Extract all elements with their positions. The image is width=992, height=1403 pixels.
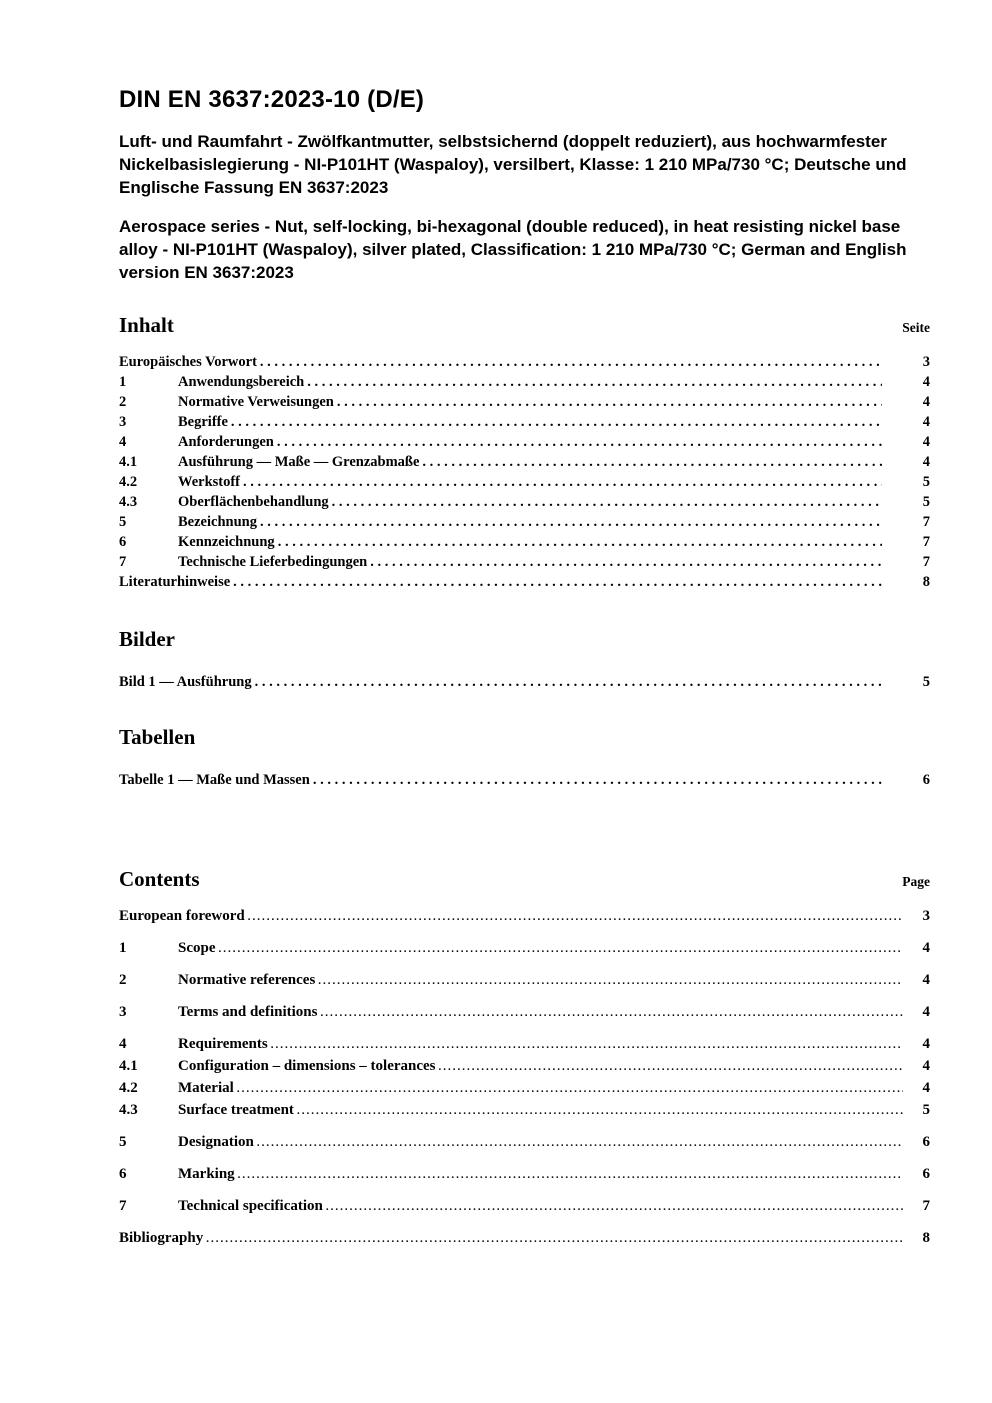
toc-entry[interactable] bbox=[119, 1078, 930, 1100]
toc-entry-page: 4 bbox=[922, 414, 930, 430]
toc-entry-number: 4.1 bbox=[119, 1058, 138, 1074]
toc-entry-number: 7 bbox=[119, 1198, 127, 1214]
toc-entry-label: Material bbox=[178, 1080, 234, 1096]
toc-entry-label: Scope bbox=[178, 940, 216, 956]
dot-leader bbox=[370, 552, 882, 572]
toc-german-section bbox=[119, 312, 930, 592]
toc-entry[interactable] bbox=[119, 1228, 930, 1250]
toc-entry-number: 1 bbox=[119, 940, 127, 956]
toc-entry-label: Literaturhinweise bbox=[119, 574, 231, 590]
toc-entry-number: 5 bbox=[119, 1134, 127, 1150]
tables-list bbox=[119, 770, 930, 790]
dot-leader bbox=[326, 1196, 903, 1218]
toc-entry-page: 4 bbox=[922, 454, 930, 470]
toc-entry-page: 7 bbox=[922, 554, 930, 570]
toc-entry[interactable] bbox=[119, 512, 930, 532]
toc-english-section bbox=[119, 866, 930, 1250]
toc-entry-label: Surface treatment bbox=[178, 1102, 294, 1118]
toc-entry[interactable] bbox=[119, 392, 930, 412]
toc-entry[interactable] bbox=[119, 1132, 930, 1154]
dot-leader bbox=[337, 392, 882, 412]
toc-entry-label: Technische Lieferbedingungen bbox=[178, 554, 368, 570]
toc-entry[interactable] bbox=[119, 1056, 930, 1078]
toc-entry-label: Terms and definitions bbox=[178, 1004, 318, 1020]
document-header bbox=[119, 86, 930, 284]
toc-entry-page: 6 bbox=[922, 1134, 930, 1150]
toc-entry-number: 4 bbox=[119, 1036, 127, 1052]
toc-entry[interactable] bbox=[119, 970, 930, 992]
toc-entry-label: Oberflächenbehandlung bbox=[178, 494, 329, 510]
toc-entry-number: 3 bbox=[119, 1004, 127, 1020]
toc-entry-number: 2 bbox=[119, 394, 127, 410]
toc-entry-page: 5 bbox=[922, 494, 930, 510]
toc-entry-label: Begriffe bbox=[178, 414, 228, 430]
toc-entry[interactable] bbox=[119, 572, 930, 592]
figures-heading: Bilder bbox=[119, 627, 175, 651]
doc-number: DIN EN 3637:2023-10 (D/E) bbox=[119, 86, 425, 113]
dot-leader bbox=[307, 372, 882, 392]
toc-entry[interactable] bbox=[119, 372, 930, 392]
toc-entry-page: 5 bbox=[922, 474, 930, 490]
toc-entry-page: 4 bbox=[922, 394, 930, 410]
toc-entry[interactable] bbox=[119, 1034, 930, 1056]
toc-entry-number: 4.3 bbox=[119, 494, 138, 510]
toc-entry-page: 4 bbox=[922, 1080, 930, 1096]
toc-entry[interactable] bbox=[119, 1100, 930, 1122]
toc-entry[interactable] bbox=[119, 1196, 930, 1218]
dot-leader bbox=[332, 492, 882, 512]
toc-entry-page: 8 bbox=[922, 1230, 930, 1246]
toc-entry-page: 4 bbox=[922, 374, 930, 390]
toc-entry-page: 4 bbox=[922, 434, 930, 450]
toc-german-list bbox=[119, 352, 930, 592]
dot-leader bbox=[206, 1228, 903, 1250]
figures-header bbox=[119, 626, 930, 652]
tables-heading: Tabellen bbox=[119, 725, 196, 749]
toc-entry-number: 4.2 bbox=[119, 1080, 138, 1096]
doc-title-english: Aerospace series - Nut, self-locking, bi-hexagonal (double reduced), in heat resisting nickel base alloy - NI-P101HT (Waspaloy), silver plated, Classification: 1 210 MPa/730 °C; German and English version EN 3637:2023 bbox=[119, 217, 907, 282]
toc-entry[interactable] bbox=[119, 906, 930, 928]
toc-entry[interactable] bbox=[119, 938, 930, 960]
toc-entry-page: 3 bbox=[922, 354, 930, 370]
dot-leader bbox=[260, 512, 882, 532]
toc-entry-number: 4.3 bbox=[119, 1102, 138, 1118]
figure-entry[interactable] bbox=[119, 672, 930, 692]
toc-entry[interactable] bbox=[119, 432, 930, 452]
toc-entry-number: 3 bbox=[119, 414, 127, 430]
table-entry-label: Tabelle 1 — Maße und Massen bbox=[119, 772, 310, 788]
toc-entry[interactable] bbox=[119, 552, 930, 572]
toc-entry-label: Werkstoff bbox=[178, 474, 241, 490]
toc-entry[interactable] bbox=[119, 452, 930, 472]
toc-entry-label: Normative Verweisungen bbox=[178, 394, 334, 410]
dot-leader bbox=[257, 1132, 903, 1154]
toc-entry-label: Bibliography bbox=[119, 1230, 204, 1246]
table-entry[interactable] bbox=[119, 770, 930, 790]
toc-english-list bbox=[119, 906, 930, 1250]
dot-leader bbox=[297, 1100, 903, 1122]
toc-entry[interactable] bbox=[119, 352, 930, 372]
toc-entry-label: Configuration – dimensions – tolerances bbox=[178, 1058, 436, 1074]
dot-leader bbox=[260, 352, 882, 372]
dot-leader bbox=[271, 1034, 903, 1056]
toc-entry[interactable] bbox=[119, 412, 930, 432]
dot-leader bbox=[318, 970, 903, 992]
toc-entry-page: 4 bbox=[922, 1058, 930, 1074]
figures-list bbox=[119, 672, 930, 692]
toc-entry[interactable] bbox=[119, 472, 930, 492]
toc-entry-number: 4.2 bbox=[119, 474, 138, 490]
toc-entry-page: 4 bbox=[922, 972, 930, 988]
toc-entry-page: 6 bbox=[922, 1166, 930, 1182]
toc-entry-page: 4 bbox=[922, 1036, 930, 1052]
toc-entry-label: Designation bbox=[178, 1134, 254, 1150]
toc-entry-number: 6 bbox=[119, 1166, 127, 1182]
dot-leader bbox=[243, 472, 882, 492]
toc-entry-label: Kennzeichnung bbox=[178, 534, 275, 550]
toc-entry-number: 4 bbox=[119, 434, 127, 450]
dot-leader bbox=[277, 432, 882, 452]
dot-leader bbox=[219, 938, 904, 960]
toc-entry-number: 7 bbox=[119, 554, 127, 570]
toc-entry-label: Ausführung — Maße — Grenzabmaße bbox=[178, 454, 420, 470]
toc-entry-page: 7 bbox=[922, 534, 930, 550]
doc-title-german: Luft- und Raumfahrt - Zwölfkantmutter, selbstsichernd (doppelt reduziert), aus hochwarmfester Nickelbasislegierung - NI-P101HT (Waspaloy), versilbert, Klasse: 1 210 MPa/730 °C; Deutsche und Englische Fassung EN 3637:2023 bbox=[119, 132, 907, 197]
dot-leader bbox=[255, 672, 882, 692]
toc-english-heading: Contents bbox=[119, 867, 200, 891]
toc-entry[interactable] bbox=[119, 492, 930, 512]
toc-english-header bbox=[119, 866, 930, 892]
toc-entry-label: Anwendungsbereich bbox=[178, 374, 305, 390]
dot-leader bbox=[422, 452, 882, 472]
toc-entry-page: 7 bbox=[922, 514, 930, 530]
toc-entry-number: 2 bbox=[119, 972, 127, 988]
dot-leader bbox=[313, 770, 882, 790]
dot-leader bbox=[238, 1164, 903, 1186]
toc-entry-label: Technical specification bbox=[178, 1198, 323, 1214]
toc-entry-page: 4 bbox=[922, 940, 930, 956]
dot-leader bbox=[439, 1056, 903, 1078]
toc-entry-label: Bezeichnung bbox=[178, 514, 257, 530]
dot-leader bbox=[278, 532, 882, 552]
toc-entry-number: 5 bbox=[119, 514, 127, 530]
dot-leader bbox=[231, 412, 882, 432]
toc-entry-page: 7 bbox=[922, 1198, 930, 1214]
dot-leader bbox=[233, 572, 882, 592]
tables-header bbox=[119, 724, 930, 750]
toc-entry[interactable] bbox=[119, 1002, 930, 1024]
toc-entry-number: 1 bbox=[119, 374, 127, 390]
toc-entry-label: Anforderungen bbox=[178, 434, 274, 450]
toc-entry-page: 5 bbox=[922, 1102, 930, 1118]
table-entry-page: 6 bbox=[922, 772, 930, 788]
toc-entry-label: Normative references bbox=[178, 972, 316, 988]
toc-entry-label: Requirements bbox=[178, 1036, 268, 1052]
toc-entry-page: 8 bbox=[922, 574, 930, 590]
figure-entry-page: 5 bbox=[922, 674, 930, 690]
toc-entry-label: Marking bbox=[178, 1166, 235, 1182]
toc-entry-number: 6 bbox=[119, 534, 127, 550]
toc-entry[interactable] bbox=[119, 1164, 930, 1186]
toc-german-heading: Inhalt bbox=[119, 313, 174, 337]
tables-section bbox=[119, 724, 930, 790]
toc-entry-label: European foreword bbox=[119, 908, 245, 924]
toc-entry-page: 4 bbox=[922, 1004, 930, 1020]
toc-entry[interactable] bbox=[119, 532, 930, 552]
figures-section bbox=[119, 626, 930, 692]
dot-leader bbox=[248, 906, 903, 928]
figure-entry-label: Bild 1 — Ausführung bbox=[119, 674, 252, 690]
page-column-label: Page bbox=[902, 874, 930, 889]
toc-entry-page: 3 bbox=[922, 908, 930, 924]
dot-leader bbox=[237, 1078, 903, 1100]
toc-entry-number: 4.1 bbox=[119, 454, 138, 470]
seite-column-label: Seite bbox=[902, 320, 930, 335]
dot-leader bbox=[320, 1002, 903, 1024]
toc-german-header bbox=[119, 312, 930, 338]
toc-entry-label: Europäisches Vorwort bbox=[119, 354, 257, 370]
